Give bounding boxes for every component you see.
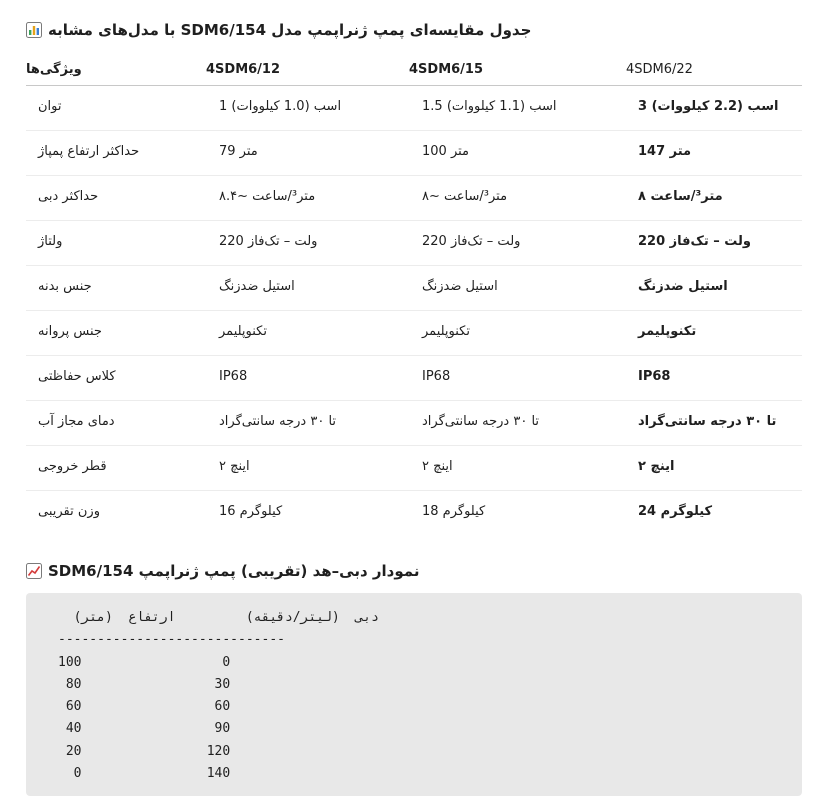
cell-4sdm6-22: ولت – تک‌فاز 220 xyxy=(638,234,752,249)
cell-4sdm6-22: IP68 xyxy=(638,369,671,384)
header-features: ویژگی‌ها xyxy=(26,62,82,77)
comparison-table xyxy=(26,86,802,535)
cell-4sdm6-15: متر³/ساعت ~۸ xyxy=(422,189,508,204)
cell-4sdm6-22: متر 147 xyxy=(638,144,692,159)
cell-4sdm6-12: متر³/ساعت ~۸.۴ xyxy=(219,189,316,204)
table-row xyxy=(26,311,802,356)
cell-4sdm6-12: تکنوپلیمر xyxy=(219,324,267,339)
cell-feature: دمای مجاز آب xyxy=(38,414,115,429)
table-row xyxy=(26,266,802,311)
cell-feature: حداکثر ارتفاع پمپاژ xyxy=(38,144,140,159)
header-4sdm6-15: 4SDM6/15 xyxy=(409,62,484,77)
table-row xyxy=(26,176,802,221)
table-header-row xyxy=(26,60,802,86)
table-row xyxy=(26,356,802,401)
cell-4sdm6-15: تکنوپلیمر xyxy=(422,324,470,339)
cell-4sdm6-15: استیل ضدزنگ xyxy=(422,279,498,294)
table-row xyxy=(26,491,802,535)
cell-4sdm6-12: تا ۳۰ درجه سانتی‌گراد xyxy=(219,414,337,429)
cell-4sdm6-12: اسب (1.0 کیلووات) 1 xyxy=(219,99,342,114)
header-4sdm6-22: 4SDM6/22 xyxy=(626,62,693,77)
cell-4sdm6-22: تکنوپلیمر xyxy=(638,324,697,339)
cell-feature: جنس پروانه xyxy=(38,324,102,339)
cell-feature: کلاس حفاظتی xyxy=(38,369,116,384)
flow-head-table-text: دبی (لیتر/دقیقه) ارتفاع (متر) ----------------------------- 100 0 80 30 60 60 40 90 20 120 0 140 xyxy=(58,610,379,782)
cell-4sdm6-15: IP68 xyxy=(422,369,451,384)
chart-heading xyxy=(26,562,419,580)
cell-feature: ولتاژ xyxy=(38,234,63,249)
table-row xyxy=(26,131,802,176)
cell-4sdm6-22: اینچ ۲ xyxy=(638,459,675,474)
cell-4sdm6-15: اسب (1.1 کیلووات) 1.5 xyxy=(422,99,557,114)
cell-4sdm6-22: استیل ضدزنگ xyxy=(638,279,728,294)
chart-heading-text: SDM6/15نمودار دبی–هد (تقریبی) پمپ ژنراپمپ 4 xyxy=(48,562,420,580)
table-row xyxy=(26,221,802,266)
cell-feature: توان xyxy=(38,99,62,114)
cell-4sdm6-15: کیلوگرم 18 xyxy=(422,504,486,519)
table-heading xyxy=(26,21,531,39)
table-row xyxy=(26,446,802,491)
cell-4sdm6-12: ولت – تک‌فاز 220 xyxy=(219,234,318,249)
cell-feature: قطر خروجی xyxy=(38,459,107,474)
table-row xyxy=(26,86,802,131)
cell-4sdm6-15: ولت – تک‌فاز 220 xyxy=(422,234,521,249)
cell-feature: وزن تقریبی xyxy=(38,504,100,519)
cell-4sdm6-12: IP68 xyxy=(219,369,248,384)
table-row xyxy=(26,401,802,446)
cell-4sdm6-15: متر 100 xyxy=(422,144,470,159)
table-heading-text: با مدل‌های مشابه SDM6/15جدول مقایسه‌ای پمپ ژنراپمپ مدل 4 xyxy=(48,21,532,39)
cell-feature: جنس بدنه xyxy=(38,279,92,294)
cell-4sdm6-12: متر 79 xyxy=(219,144,258,159)
cell-4sdm6-15: اینچ ۲ xyxy=(422,459,453,474)
header-4sdm6-12: 4SDM6/12 xyxy=(206,62,281,77)
flow-head-code-block xyxy=(26,593,802,796)
line-chart-icon xyxy=(26,563,42,579)
cell-4sdm6-22: اسب (2.2 کیلووات) 3 xyxy=(638,99,779,114)
cell-4sdm6-15: تا ۳۰ درجه سانتی‌گراد xyxy=(422,414,540,429)
bar-chart-icon xyxy=(26,22,42,38)
cell-feature: حداکثر دبی xyxy=(38,189,99,204)
cell-4sdm6-12: اینچ ۲ xyxy=(219,459,250,474)
cell-4sdm6-22: تا ۳۰ درجه سانتی‌گراد xyxy=(638,414,777,429)
cell-4sdm6-12: استیل ضدزنگ xyxy=(219,279,295,294)
cell-4sdm6-22: متر³/ساعت ۸ xyxy=(638,189,723,204)
cell-4sdm6-22: کیلوگرم 24 xyxy=(638,504,713,519)
cell-4sdm6-12: کیلوگرم 16 xyxy=(219,504,283,519)
